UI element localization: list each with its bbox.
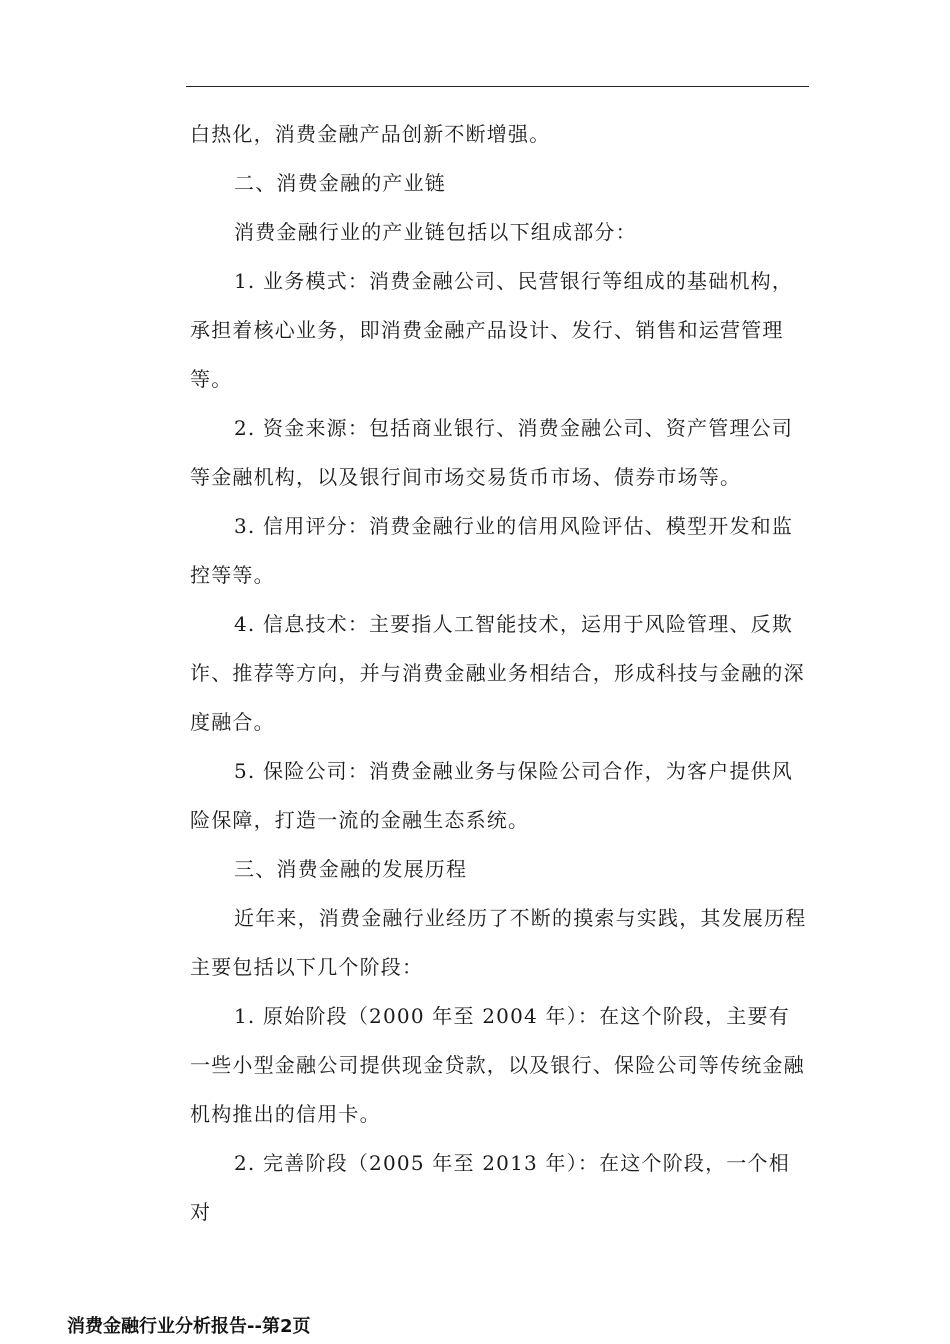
document-body	[190, 110, 810, 1237]
section-heading-industry-chain: 二、消费金融的产业链	[234, 171, 446, 195]
paragraph-continuation: 白热化，消费金融产品创新不断增强。	[190, 122, 551, 146]
paragraph-chain-intro: 消费金融行业的产业链包括以下组成部分：	[234, 220, 637, 244]
list-item-credit-scoring: 3. 信用评分：消费金融行业的信用风险评估、模型开发和监控等等。	[190, 514, 794, 587]
list-item-funding-source: 2. 资金来源：包括商业银行、消费金融公司、资产管理公司等金融机构，以及银行间市场交易货币市场、债券市场等。	[190, 416, 794, 489]
list-item-insurance: 5. 保险公司：消费金融业务与保险公司合作，为客户提供风险保障，打造一流的金融生态系统。	[190, 759, 794, 832]
list-item-business-model: 1. 业务模式：消费金融公司、民营银行等组成的基础机构，承担着核心业务，即消费金融产品设计、发行、销售和运营管理等。	[190, 269, 794, 391]
list-item-information-technology: 4. 信息技术：主要指人工智能技术，运用于风险管理、反欺诈、推荐等方向，并与消费金融业务相结合，形成科技与金融的深度融合。	[190, 612, 805, 734]
paragraph-history-intro: 近年来，消费金融行业经历了不断的摸索与实践，其发展历程主要包括以下几个阶段：	[190, 906, 807, 979]
section-heading-history: 三、消费金融的发展历程	[234, 857, 468, 881]
list-item-improvement-stage: 2. 完善阶段（2005 年至 2013 年）：在这个阶段，一个相对	[190, 1151, 790, 1224]
list-item-primitive-stage: 1. 原始阶段（2000 年至 2004 年）：在这个阶段，主要有一些小型金融公司提供现金贷款，以及银行、保险公司等传统金融机构推出的信用卡。	[190, 1004, 805, 1126]
page-footer: 消费金融行业分析报告--第2页	[67, 1316, 311, 1337]
header-rule	[186, 86, 809, 87]
